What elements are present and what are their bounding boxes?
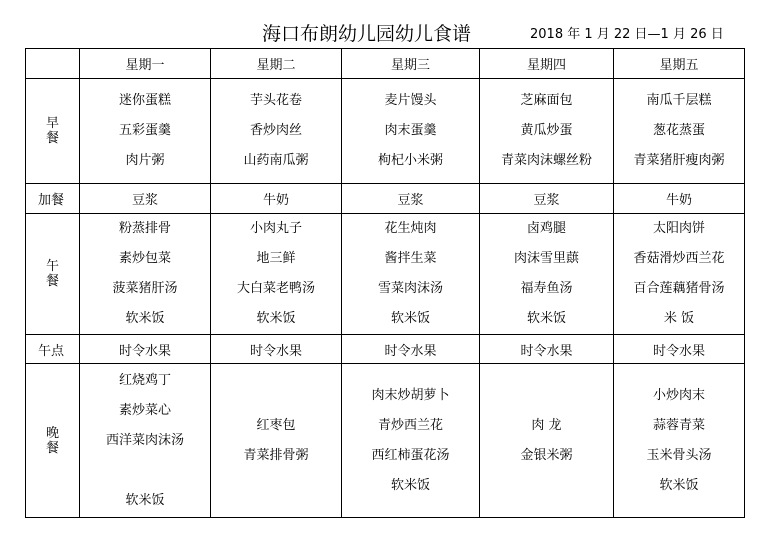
snack-pm-thu: 时令水果 — [480, 335, 614, 364]
menu-item: 青菜肉沫螺丝粉 — [500, 153, 592, 168]
menu-item: 青菜猪肝瘦肉粥 — [633, 153, 725, 168]
menu-item: 西洋菜肉沫汤 — [105, 432, 184, 448]
menu-item: 迷你蛋糕 — [118, 93, 171, 108]
header-row — [26, 49, 745, 79]
menu-item: 肉 龙 — [531, 417, 562, 433]
menu-item: 小炒肉末 — [652, 387, 705, 403]
menu-item: 花生炖肉 — [384, 221, 437, 236]
day-header-tue: 星期二 — [211, 49, 342, 79]
menu-item: 红烧鸡丁 — [118, 372, 171, 388]
menu-item: 五彩蛋羹 — [118, 123, 171, 138]
weekly-menu-table — [25, 48, 745, 518]
menu-item: 素炒包菜 — [118, 251, 171, 266]
menu-item: 百合莲藕猪骨汤 — [633, 281, 725, 296]
menu-item: 福寿鱼汤 — [520, 281, 573, 296]
lunch-fri — [614, 214, 745, 335]
corner-cell — [26, 49, 80, 79]
menu-item: 软米饭 — [125, 311, 165, 326]
menu-item: 蒜蓉青菜 — [652, 417, 705, 433]
day-header-thu: 星期四 — [480, 49, 614, 79]
menu-title: 海口布朗幼儿园幼儿食谱 — [262, 23, 472, 45]
dinner-row — [26, 364, 745, 518]
menu-item: 米 饭 — [663, 311, 695, 326]
lunch-thu — [480, 214, 614, 335]
menu-item: 肉沫雪里蕻 — [513, 251, 579, 266]
menu-item: 太阳肉饼 — [652, 221, 705, 236]
menu-item: 雪菜肉沫汤 — [377, 281, 443, 296]
menu-item: 酱拌生菜 — [384, 251, 437, 266]
menu-item: 青炒西兰花 — [377, 417, 443, 433]
snack-am-label: 加餐 — [26, 184, 80, 214]
lunch-label: 午 餐 — [26, 214, 80, 335]
snack-pm-label: 午点 — [26, 335, 80, 364]
menu-item: 菠菜猪肝汤 — [112, 281, 178, 296]
dinner-mon — [80, 364, 211, 518]
snack-am-row — [26, 184, 745, 214]
menu-item: 地三鲜 — [256, 251, 296, 266]
menu-item: 红枣包 — [256, 417, 296, 433]
menu-item: 软米饭 — [390, 311, 430, 326]
dinner-fri — [614, 364, 745, 518]
snack-pm-tue: 时令水果 — [211, 335, 342, 364]
dinner-thu — [480, 364, 614, 518]
snack-am-mon: 豆浆 — [80, 184, 211, 214]
menu-item: 卤鸡腿 — [526, 221, 566, 236]
lunch-mon — [80, 214, 211, 335]
menu-item: 软米饭 — [659, 477, 699, 493]
menu-item: 青菜排骨粥 — [243, 447, 309, 463]
menu-item: 软米饭 — [256, 311, 296, 326]
menu-item: 肉末蛋羹 — [384, 123, 437, 138]
lunch-row — [26, 214, 745, 335]
dinner-tue — [211, 364, 342, 518]
menu-item: 玉米骨头汤 — [646, 447, 712, 463]
day-header-fri: 星期五 — [614, 49, 745, 79]
menu-item: 软米饭 — [390, 477, 430, 493]
menu-item-spacer — [80, 456, 210, 486]
menu-item: 小肉丸子 — [249, 221, 302, 236]
menu-item: 肉末炒胡萝卜 — [371, 387, 450, 403]
menu-item: 山药南瓜粥 — [243, 153, 309, 168]
breakfast-thu — [480, 79, 614, 184]
menu-item: 香炒肉丝 — [249, 123, 302, 138]
snack-pm-mon: 时令水果 — [80, 335, 211, 364]
dinner-wed — [342, 364, 480, 518]
menu-item: 肉片粥 — [125, 153, 165, 168]
dinner-label: 晚 餐 — [26, 364, 80, 518]
date-range: 2018 年 1 月 22 日—1 月 26 日 — [530, 27, 724, 42]
menu-item: 粉蒸排骨 — [118, 221, 171, 236]
breakfast-tue — [211, 79, 342, 184]
snack-pm-wed: 时令水果 — [342, 335, 480, 364]
menu-item: 南瓜千层糕 — [646, 93, 712, 108]
day-header-wed: 星期三 — [342, 49, 480, 79]
breakfast-wed — [342, 79, 480, 184]
menu-item: 软米饭 — [125, 492, 165, 508]
menu-item: 素炒菜心 — [118, 402, 171, 418]
snack-am-fri: 牛奶 — [614, 184, 745, 214]
breakfast-row — [26, 79, 745, 184]
breakfast-label: 早 餐 — [26, 79, 80, 184]
snack-am-tue: 牛奶 — [211, 184, 342, 214]
breakfast-mon — [80, 79, 211, 184]
snack-am-wed: 豆浆 — [342, 184, 480, 214]
lunch-wed — [342, 214, 480, 335]
lunch-tue — [211, 214, 342, 335]
menu-item: 芝麻面包 — [520, 93, 573, 108]
menu-item: 葱花蒸蛋 — [652, 123, 705, 138]
menu-item: 西红柿蛋花汤 — [371, 447, 450, 463]
menu-item: 枸杞小米粥 — [377, 153, 443, 168]
snack-pm-row — [26, 335, 745, 364]
menu-item: 金银米粥 — [520, 447, 573, 463]
menu-item: 软米饭 — [526, 311, 566, 326]
snack-am-thu: 豆浆 — [480, 184, 614, 214]
menu-item: 大白菜老鸭汤 — [236, 281, 315, 296]
snack-pm-fri: 时令水果 — [614, 335, 745, 364]
menu-item: 香菇滑炒西兰花 — [633, 251, 725, 266]
breakfast-fri — [614, 79, 745, 184]
menu-item: 麦片馒头 — [384, 93, 437, 108]
day-header-mon: 星期一 — [80, 49, 211, 79]
menu-item: 黄瓜炒蛋 — [520, 123, 573, 138]
menu-title-row — [0, 22, 765, 48]
menu-item: 芋头花卷 — [249, 93, 302, 108]
